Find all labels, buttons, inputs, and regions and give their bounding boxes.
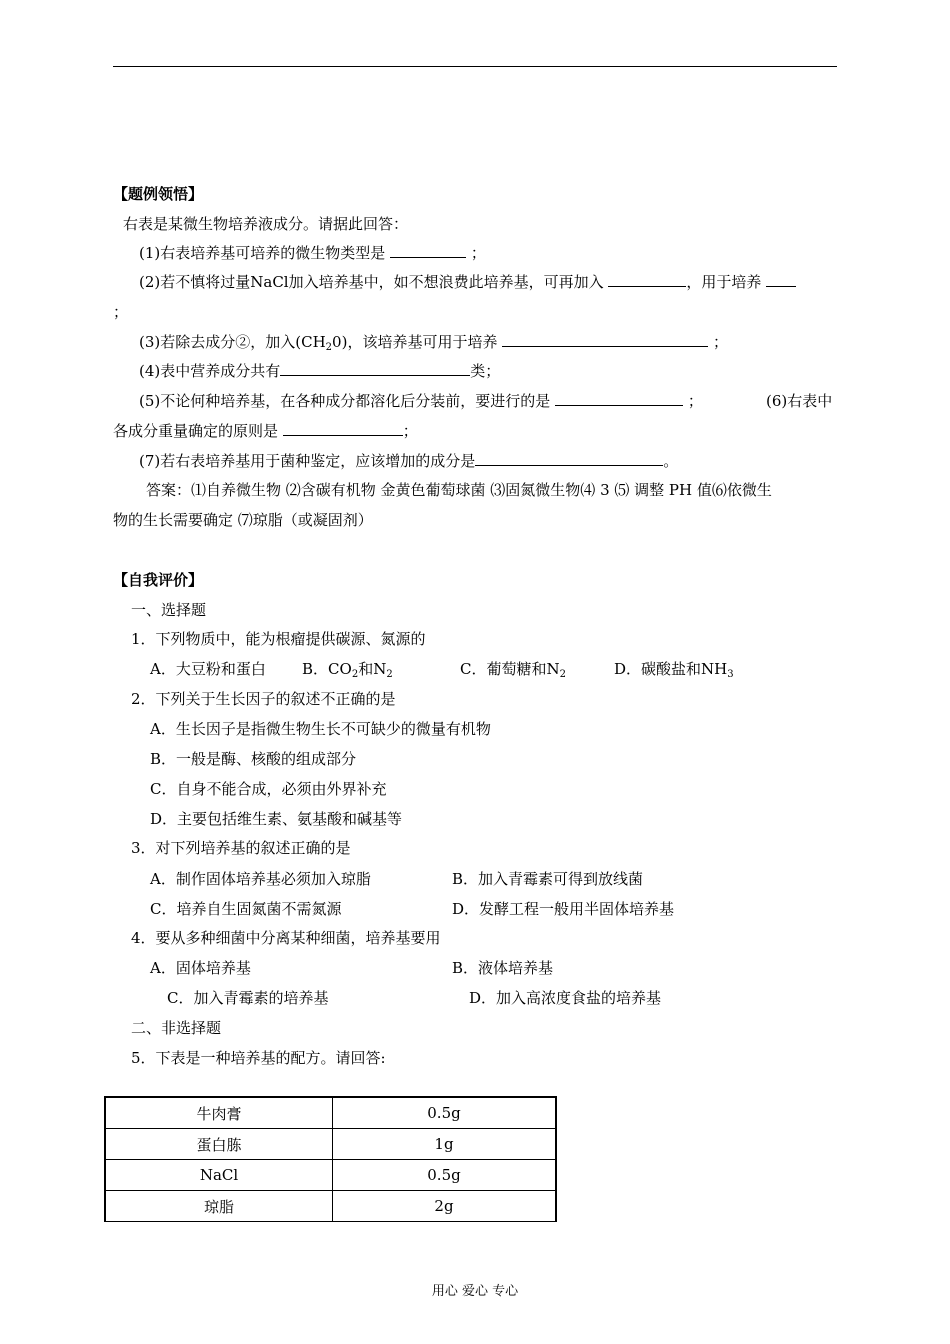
question-4: (4)表中营养成分共有 类； xyxy=(139,362,501,380)
part-choice-heading: 一、选择题 xyxy=(131,601,207,619)
q2-option-c[interactable]: C．自身不能合成，必须由外界补充 xyxy=(150,780,387,798)
header-rule xyxy=(113,66,837,67)
question-3: (3)若除去成分②，加入$(CH_20)$，该培养基可用于培养 ； xyxy=(139,333,729,353)
q2-option-d[interactable]: D．主要包括维生素、氨基酸和碱基等 xyxy=(150,810,403,828)
page-footer: 用心 爱心 专心 xyxy=(431,1284,519,1299)
table-row xyxy=(105,1191,556,1222)
ingredient-amount: 0.5g xyxy=(333,1160,557,1191)
answer-blank[interactable] xyxy=(608,272,686,287)
q3-option-b[interactable]: B．加入青霉素可得到放线菌 xyxy=(452,870,644,888)
answer-blank[interactable] xyxy=(502,332,708,347)
answer-blank[interactable] xyxy=(280,361,470,376)
ingredient-amount: 1g xyxy=(333,1129,557,1160)
question-5-prompt: 5．下表是一种培养基的配方。请回答: xyxy=(131,1049,386,1067)
q3-option-a[interactable]: A．制作固体培养基必须加入琼脂 xyxy=(150,870,371,888)
ingredient-amount: 0.5g xyxy=(333,1097,557,1129)
recipe-table xyxy=(104,1096,557,1222)
answer-blank[interactable] xyxy=(475,451,663,466)
question-1: (1)右表培养基可培养的微生物类型是 ； xyxy=(139,244,486,262)
question-2: (2)若不慎将过量NaCl加入培养基中，如不想浪费此培养基，可再加入 ，用于培养 xyxy=(139,272,796,292)
answer-blank[interactable] xyxy=(766,272,796,287)
mc-question-1: 1．下列物质中，能为根瘤提供碳源、氮源的 xyxy=(131,630,426,648)
ingredient-name: 琼脂 xyxy=(105,1191,333,1222)
q4-option-a[interactable]: A．固体培养基 xyxy=(150,959,251,977)
q1-option-b[interactable]: B．$CO_2$和$N_2$ xyxy=(302,660,393,680)
part-nonchoice-heading: 二、非选择题 xyxy=(131,1019,222,1037)
q4-option-d[interactable]: D．加入高浓度食盐的培养基 xyxy=(469,989,662,1007)
ingredient-name: 蛋白胨 xyxy=(105,1129,333,1160)
q1-option-d[interactable]: D．碳酸盐和$NH_3$ xyxy=(614,660,734,680)
section-title-examples: 【题例领悟】 xyxy=(113,185,204,203)
answer-key-line-1: 答案：⑴自养微生物 ⑵含碳有机物 金黄色葡萄球菌 ⑶固氮微生物⑷ 3 ⑸ 调整 PH 值⑹依微生 xyxy=(146,481,772,499)
ingredient-name: 牛肉膏 xyxy=(105,1097,333,1129)
question-5: (5)不论何种培养基，在各种成分都溶化后分装前，要进行的是 ； xyxy=(139,392,703,410)
q4-option-b[interactable]: B．液体培养基 xyxy=(452,959,554,977)
answer-key-line-2: 物的生长需要确定 ⑺琼脂（或凝固剂） xyxy=(113,511,373,529)
q3-option-c[interactable]: C．培养自生固氮菌不需氮源 xyxy=(150,900,342,918)
q2-option-b[interactable]: B．一般是酶、核酸的组成部分 xyxy=(150,750,357,768)
question-2-end: ； xyxy=(113,303,129,321)
question-7: (7)若右表培养基用于菌种鉴定，应该增加的成分是 。 xyxy=(139,452,679,470)
answer-blank[interactable] xyxy=(283,421,403,436)
q1-option-c[interactable]: C．葡萄糖和$N_2$ xyxy=(460,660,566,680)
q3-option-d[interactable]: D．发酵工程一般用半固体培养基 xyxy=(452,900,675,918)
table-row xyxy=(105,1129,556,1160)
table-row xyxy=(105,1097,556,1129)
ingredient-amount: 2g xyxy=(333,1191,557,1222)
ingredient-name: NaCl xyxy=(105,1160,333,1191)
mc-question-2: 2．下列关于生长因子的叙述不正确的是 xyxy=(131,690,396,708)
q1-option-a[interactable]: A．大豆粉和蛋白 xyxy=(150,660,266,678)
table-row xyxy=(105,1160,556,1191)
answer-blank[interactable] xyxy=(555,391,683,406)
question-6: (6)右表中 xyxy=(766,392,833,410)
q2-option-a[interactable]: A．生长因子是指微生物生长不可缺少的微量有机物 xyxy=(150,720,491,738)
answer-blank[interactable] xyxy=(390,243,466,258)
q4-option-c[interactable]: C．加入青霉素的培养基 xyxy=(167,989,329,1007)
intro-text: 右表是某微生物培养液成分。请据此回答： xyxy=(123,215,409,233)
mc-question-3: 3．对下列培养基的叙述正确的是 xyxy=(131,839,351,857)
question-6-cont: 各成分重量确定的原则是 ； xyxy=(113,422,418,440)
mc-question-4: 4．要从多种细菌中分离某种细菌，培养基要用 xyxy=(131,929,441,947)
section-title-self-eval: 【自我评价】 xyxy=(113,571,204,589)
